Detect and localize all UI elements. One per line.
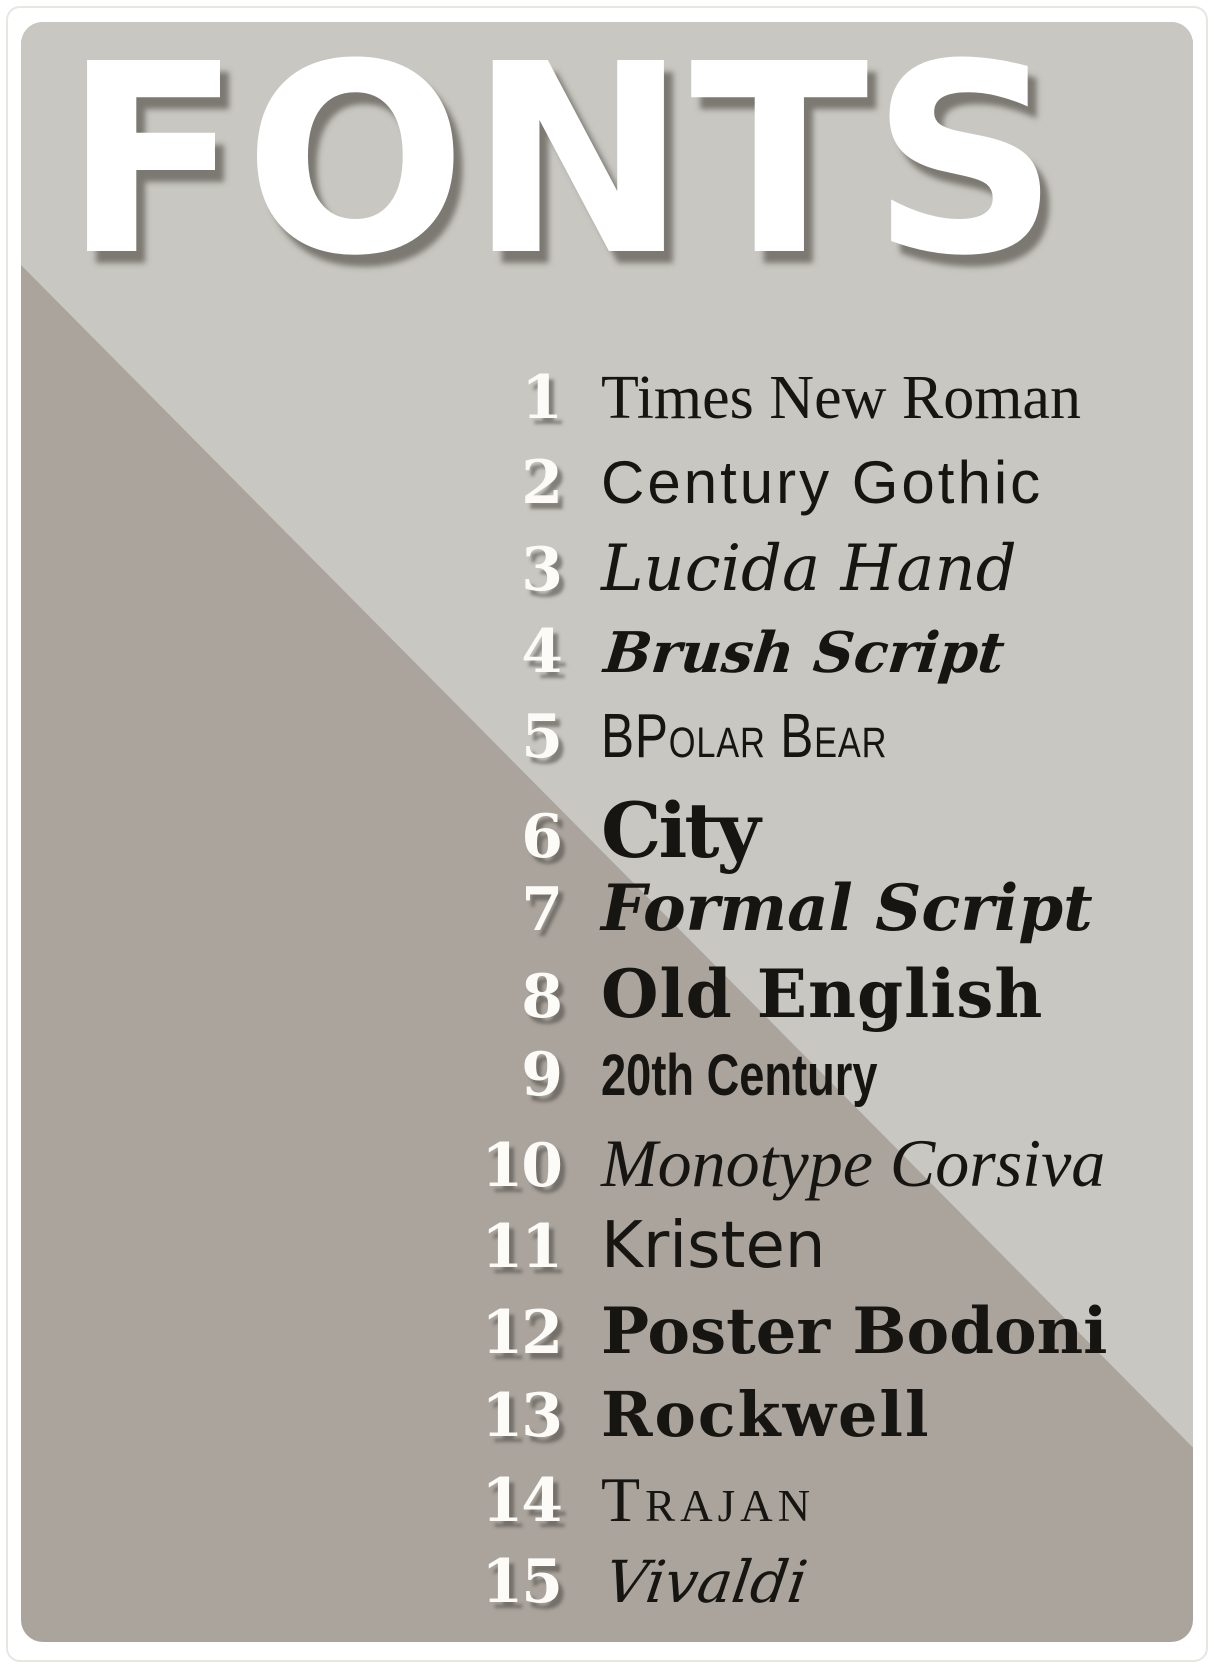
font-list-item [439, 1209, 1107, 1294]
font-name-sample: Kristen [601, 1208, 826, 1283]
font-name-sample: Vivaldi [601, 1548, 812, 1617]
font-list-item [439, 363, 1107, 448]
item-number: 13 [481, 1381, 561, 1452]
font-name-sample: Times New Roman [601, 364, 1081, 432]
font-list-item [439, 1294, 1107, 1379]
item-number: 1 [521, 363, 561, 433]
item-number: 14 [481, 1465, 561, 1536]
font-name-sample: Century Gothic [601, 448, 1044, 516]
item-number: 10 [481, 1131, 561, 1202]
item-number: 9 [521, 1039, 561, 1110]
font-name-sample: Monotype Corsiva [601, 1125, 1106, 1202]
font-list-item [439, 532, 1107, 617]
font-list-item [439, 448, 1107, 533]
font-list-item [439, 955, 1107, 1040]
item-number: 3 [521, 535, 561, 606]
font-list-item [439, 871, 1107, 956]
font-name-sample: City [601, 785, 758, 875]
item-number: 6 [521, 801, 561, 872]
font-name-sample: Lucida Hand [601, 532, 1017, 607]
item-number: 5 [521, 702, 561, 773]
font-name-sample: 20th Century [601, 1042, 878, 1108]
poster-card [21, 22, 1193, 1642]
item-number: 7 [521, 874, 561, 945]
font-list-item [439, 1378, 1107, 1463]
font-name-sample: Trajan [601, 1463, 816, 1535]
font-list-item [439, 1040, 1107, 1125]
font-list-item [439, 617, 1107, 702]
item-number: 15 [481, 1547, 561, 1618]
font-name-sample: Brush Script [601, 619, 1008, 686]
font-list-item [439, 1124, 1107, 1209]
item-number: 12 [481, 1297, 561, 1368]
font-list-item [439, 1463, 1107, 1548]
font-list-item [439, 701, 1107, 786]
item-number: 11 [481, 1211, 561, 1282]
font-name-sample: BPolar Bear [601, 702, 888, 772]
poster-title: FONTS [63, 22, 1062, 313]
font-list [439, 363, 1107, 1632]
font-name-sample: Rockwell [601, 1378, 931, 1452]
font-list-item [439, 785, 1107, 875]
item-number: 4 [521, 616, 561, 687]
font-name-sample: Old English [601, 955, 1044, 1034]
font-name-sample: Formal Script [601, 870, 1093, 946]
font-name-sample: Poster Bodoni [601, 1293, 1108, 1369]
item-number: 2 [521, 447, 561, 518]
font-list-item [439, 1547, 1107, 1632]
item-number: 8 [521, 962, 561, 1033]
